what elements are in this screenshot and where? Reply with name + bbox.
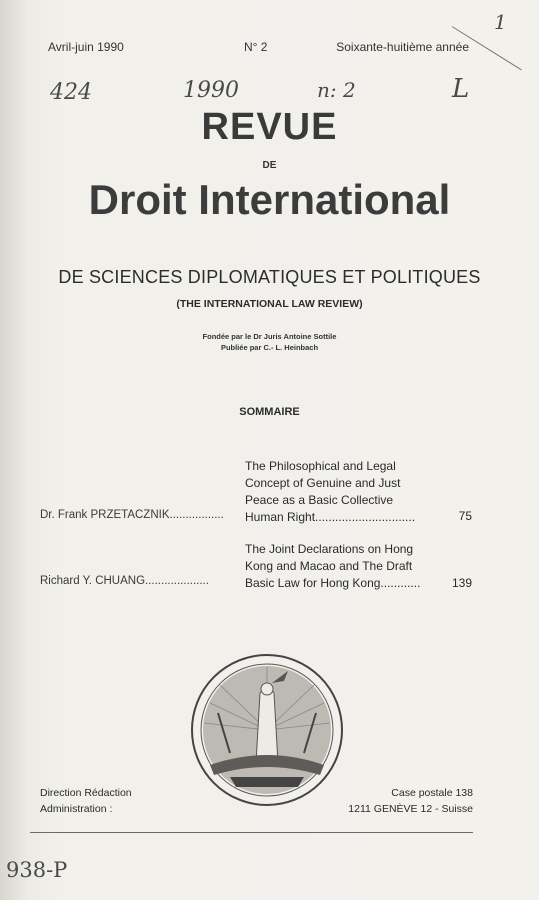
toc-title-line: Kong and Macao and The Draft (245, 559, 413, 573)
journal-title: Droit International (88, 176, 451, 223)
toc-title-line: The Philosophical and Legal (245, 459, 396, 473)
founded-by: Fondée par le Dr Juris Antoine Sottile (202, 332, 337, 341)
sommaire-heading: SOMMAIRE (239, 406, 300, 418)
toc-entry-title (245, 541, 435, 592)
toc-entry-author: Dr. Frank PRZETACZNIK................. (40, 509, 224, 521)
toc-entry-author: Richard Y. CHUANG.................... (40, 575, 209, 587)
handwritten-call-number: 938-P (6, 858, 68, 882)
footer-direction-label: Direction Rédaction (40, 787, 132, 799)
title-de: DE (262, 160, 277, 171)
published-by: Publiée par C.- L. Heinbach (220, 343, 319, 352)
issue-year: Soixante-huitième année (336, 40, 469, 54)
footer-direction (40, 785, 132, 817)
footer-address (348, 785, 473, 817)
bottom-rule (30, 832, 473, 833)
toc-entry-title (245, 458, 435, 526)
toc-title-line: Concept of Genuine and Just (245, 476, 401, 490)
seal-emblem (190, 653, 344, 807)
founder-credits (0, 331, 539, 353)
issue-date: Avril-juin 1990 (48, 40, 124, 54)
handwritten-shelf-number: 424 (50, 80, 92, 105)
toc-title-line: Basic Law for Hong Kong............ (245, 576, 421, 590)
footer-po-box: Case postale 138 (391, 787, 473, 799)
toc-title-line: Peace as a Basic Collective (245, 493, 394, 507)
toc-title-line: Human Right.............................. (245, 510, 416, 524)
toc-entry-page: 139 (451, 576, 472, 590)
handwritten-corner-mark: 1 (494, 10, 507, 34)
toc-entry-page: 75 (458, 509, 472, 523)
footer-city: 1211 GENÈVE 12 - Suisse (348, 803, 473, 815)
handwritten-issue-number: n: 2 (317, 78, 356, 102)
issue-number: N° 2 (244, 40, 268, 54)
journal-subtitle: DE SCIENCES DIPLOMATIQUES ET POLITIQUES (58, 267, 481, 287)
footer-administration-label: Administration : (40, 803, 113, 815)
title-revue: REVUE (201, 106, 338, 148)
handwritten-volume-mark: L (452, 74, 470, 104)
handwritten-year: 1990 (183, 78, 239, 103)
journal-subtitle-english: (THE INTERNATIONAL LAW REVIEW) (176, 298, 363, 310)
toc-title-line: The Joint Declarations on Hong (245, 542, 414, 556)
